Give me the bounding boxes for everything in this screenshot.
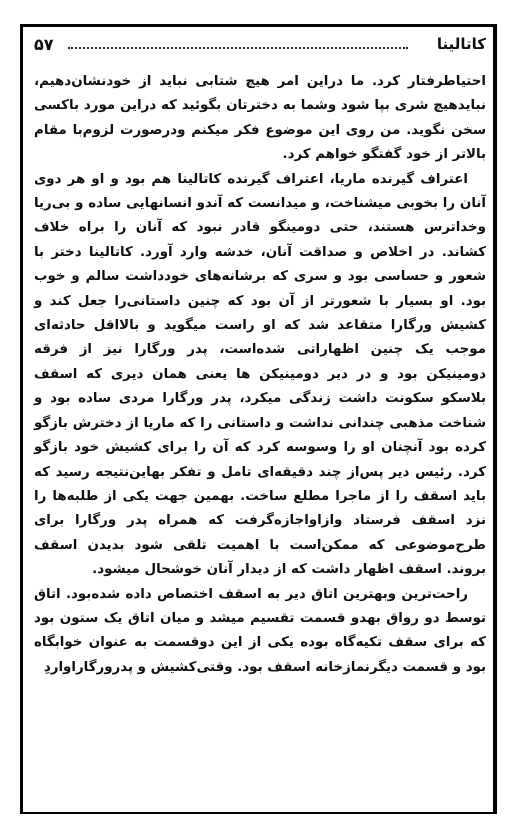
- paragraph: اعتراف گیرنده ماریا، اعتراف گیرنده کاتالینا هم بود و او هر دوی آنان را بخوبی میشناخت، و میدانست که آندو انسانهایی ساده و بی‌ریا وخداترس هستند، حتی دومینگو قادر نبود که آنان را براه خلاف کشاند. در اخلاص و صداقت آنان، خدشه وارد آورد. کاتالینا دختر با شعور و حساسی بود و سری که برشانه‌های خودداشت سالم و خوب بود. او بسیار با شعورتر از آن بود که چنین داستانی‌را جعل کند و کشیش ورگارا متقاعد شد که او راست میگوید و بالااقل حادثه‌ای موجب یک چنین اظهاراتی شده‌است، پدر ورگارا نیز از فرقه دومینیکن بود و در دیر دومینیکن ها یعنی همان دیری که اسقف بلاسکو سکونت داشت زندگی میکرد، پدر ورگارا مردی ساده بود و شناخت مذهبی چندانی نداشت و داستانی را که ماریا از دخترش بازگو کرده بود آنچنان او را وسوسه کرد که آن را برای کشیش خود بازگو کرد. رئیس دیر پس‌از چند دقیقه‌ای تامل و تفکر بهاین‌نتیجه رسید که باید اسقف را از ماجرا مطلع ساخت. بهمین جهت یکی از طلبه‌ها را نزد اسقف فرستاد وازاواجازه‌گرفت که همراه پدر ورگارا برای طرح‌موضوعی که ممکن‌است با اهمیت تلقی شود بدیدن اسقف بروند. اسقف اظهار داشت که از دیدار آنان خوشحال میشود.: [34, 171, 486, 578]
- book-title: کاتالینا: [436, 35, 486, 53]
- paragraph: راحت‌ترین وبهترین اتاق دیر به اسقف اختصاص داده شده‌بود. اتاق توسط دو رواق بهدو قسمت تقسیم میشد و میان اتاق یک ستون بود که برای سقف تکیه‌گاه بوده یکی از این دوقسمت به عنوان خوابگاه بود و قسمت دیگرنمازخانه اسقف بود. وقتی‌کشیش و پدرورگاراواردِ: [34, 586, 486, 675]
- header-dotted-rule: [68, 47, 408, 49]
- body-text: [34, 70, 486, 680]
- page-header: [34, 33, 488, 63]
- paragraph: احتیاطرفتار کرد. ما دراین امر هیچ شتابی نباید از خودنشان‌دهیم، نبایدهیچ شری بپا شود وشما به دخترتان بگوئید که دراین مورد باکسی سخن نگوید. من روی این موضوع فکر میکنم ودرصورت لزوم‌با مقام بالاتر از خود گفتگو خواهم کرد.: [34, 74, 486, 163]
- page-number: ۵۷: [34, 35, 54, 54]
